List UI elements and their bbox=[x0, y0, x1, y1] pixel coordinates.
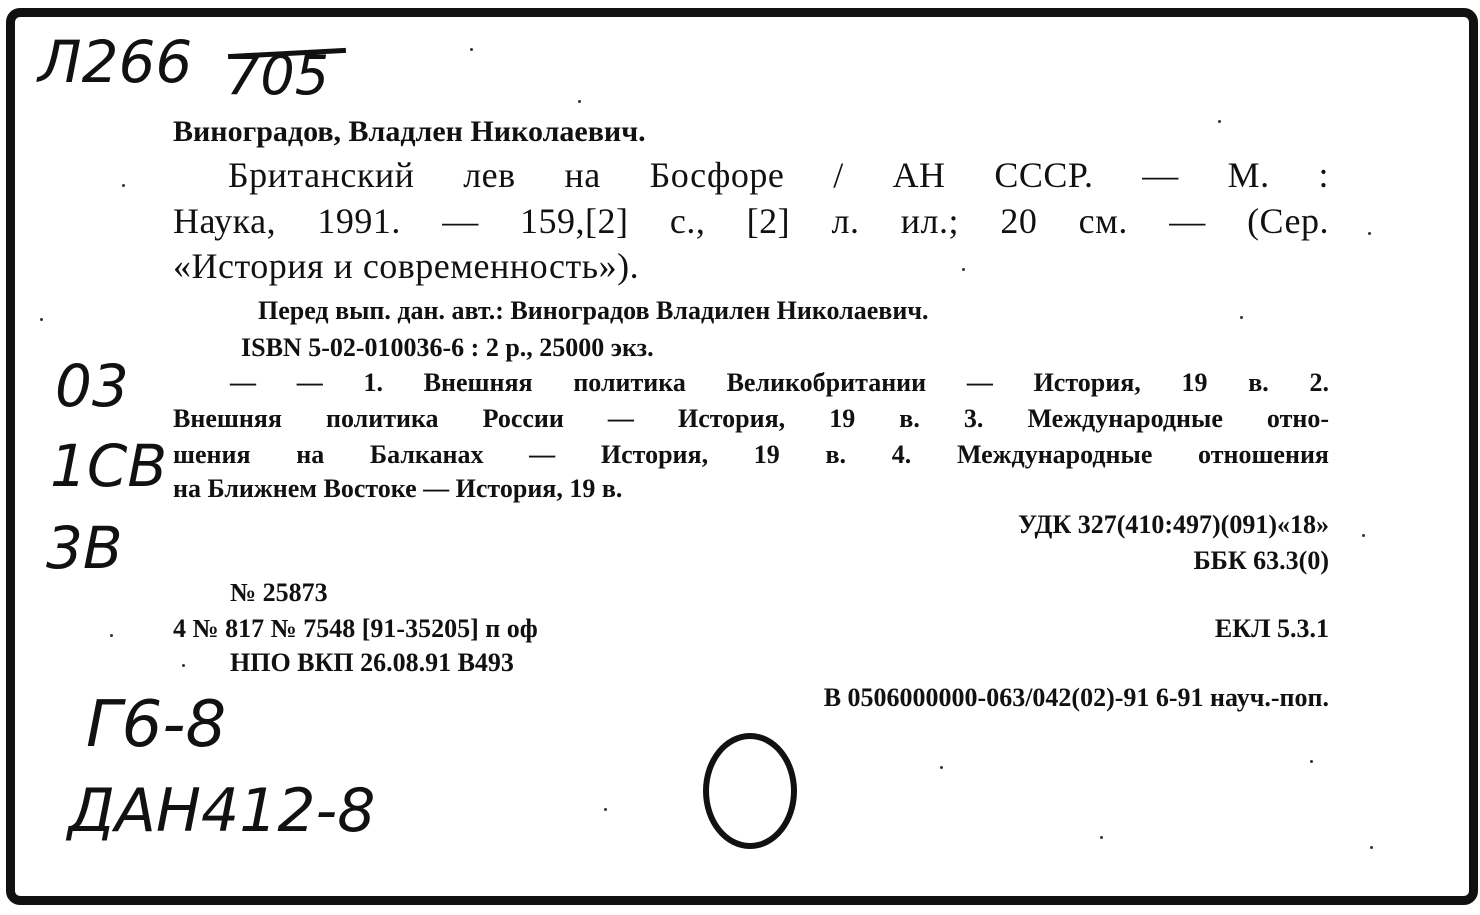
publication-code: В 0506000000-063/042(02)-91 6-91 науч.-поп. bbox=[823, 683, 1329, 712]
speck bbox=[122, 184, 125, 187]
speck bbox=[1218, 120, 1221, 123]
handwritten-mark-1sv: 1СВ bbox=[50, 432, 168, 500]
bbk-code: ББК 63.3(0) bbox=[1193, 546, 1329, 575]
handwritten-mark-dan: ДАН412-8 bbox=[68, 776, 376, 846]
handwritten-mark-g6: Г6-8 bbox=[86, 688, 227, 762]
subjects-line-1: — — 1. Внешняя политика Великобритании — История, 19 в. 2. bbox=[230, 368, 1329, 397]
print-info: 4 № 817 № 7548 [91-35205] п оф bbox=[173, 614, 538, 643]
speck bbox=[604, 808, 607, 811]
speck bbox=[1370, 846, 1373, 849]
speck bbox=[1310, 760, 1313, 763]
punch-hole-circle bbox=[703, 733, 797, 849]
speck bbox=[962, 268, 965, 271]
subjects-line-2: Внешняя политика России — История, 19 в. 3. Международные отно- bbox=[173, 404, 1329, 433]
udk-code: УДК 327(410:497)(091)«18» bbox=[1018, 510, 1329, 539]
card-number: № 25873 bbox=[230, 578, 328, 607]
handwritten-call-number: Л266 bbox=[38, 28, 193, 96]
handwritten-mark-03: 03 bbox=[55, 352, 129, 420]
speck bbox=[470, 48, 473, 51]
subjects-line-3: шения на Балканах — История, 19 в. 4. Международные отношения bbox=[173, 440, 1329, 469]
title-line-2: Наука, 1991. — 159,[2] с., [2] л. ил.; 20 см. — (Сер. bbox=[173, 201, 1329, 241]
speck bbox=[110, 634, 113, 637]
title-line-1: Британский лев на Босфоре / АН СССР. — М. : bbox=[228, 155, 1329, 195]
speck bbox=[1368, 232, 1371, 235]
ekl-code: ЕКЛ 5.3.1 bbox=[1214, 614, 1329, 643]
title-line-3: «История и современность»). bbox=[173, 246, 640, 286]
speck bbox=[1240, 316, 1243, 319]
speck bbox=[940, 766, 943, 769]
author-heading: Виноградов, Владлен Николаевич. bbox=[173, 115, 646, 148]
speck bbox=[1100, 836, 1103, 839]
handwritten-number: 705 bbox=[226, 44, 330, 107]
handwritten-mark-3v: 3В bbox=[46, 514, 123, 582]
speck bbox=[182, 664, 185, 667]
speck bbox=[578, 100, 581, 103]
author-note: Перед вып. дан. авт.: Виноградов Владилен Николаевич. bbox=[258, 296, 929, 325]
speck bbox=[1362, 534, 1365, 537]
npo-line: НПО ВКП 26.08.91 В493 bbox=[230, 648, 514, 677]
subjects-line-4: на Ближнем Востоке — История, 19 в. bbox=[173, 474, 623, 503]
speck bbox=[40, 318, 43, 321]
isbn-line: ISBN 5-02-010036-6 : 2 р., 25000 экз. bbox=[241, 333, 654, 362]
